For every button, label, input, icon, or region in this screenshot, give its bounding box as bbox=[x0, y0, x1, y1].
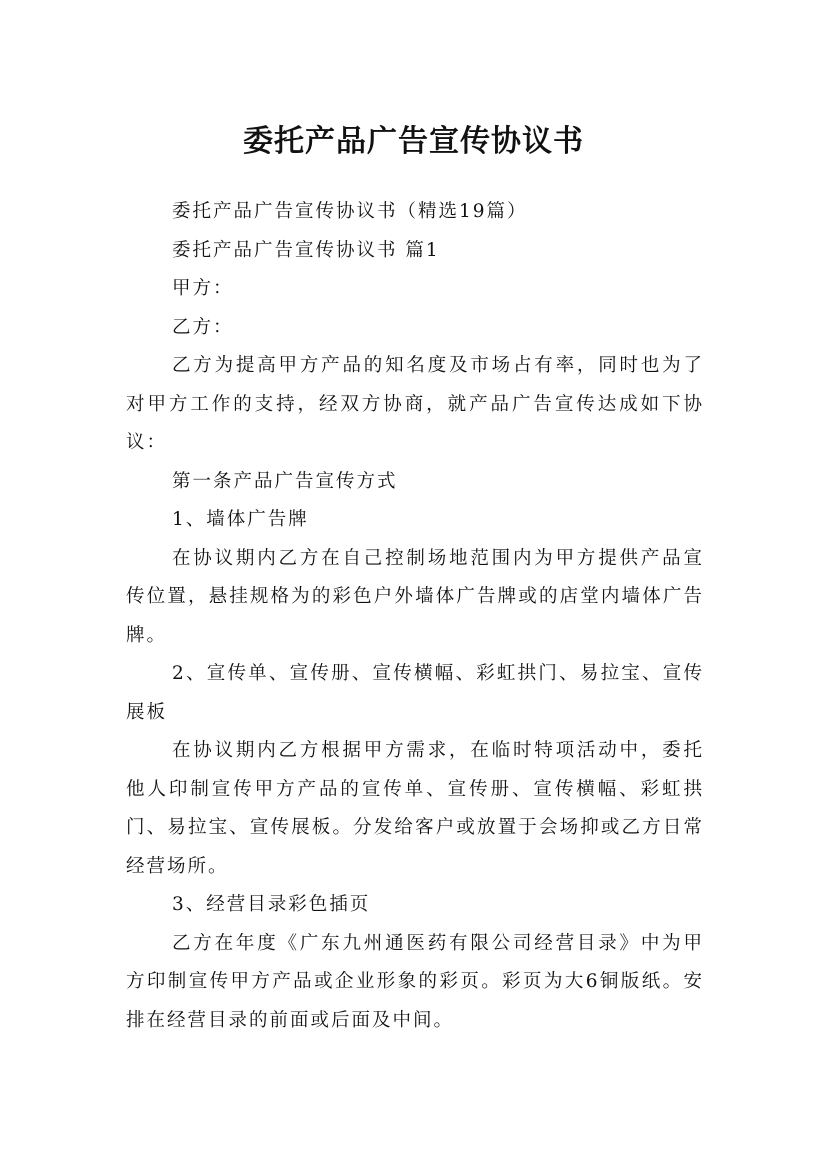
paragraph-party-b: 乙方： bbox=[172, 316, 234, 338]
paragraph-item-2-body: 在协议期内乙方根据甲方需求，在临时特项活动中，委托他人印制宣传甲方产品的宣传单、宣传册、宣传横幅、彩虹拱门、易拉宝、宣传展板。分发给客户或放置于会场抑或乙方日常经营场所。 bbox=[126, 740, 704, 877]
paragraph-item-3-body: 乙方在年度《广东九州通医药有限公司经营目录》中为甲方印制宣传甲方产品或企业形象的彩页。彩页为大6铜版纸。安排在经营目录的前面或后面及中间。 bbox=[126, 932, 704, 1031]
paragraph-item-2-heading: 2、宣传单、宣传册、宣传横幅、彩虹拱门、易拉宝、宣传展板 bbox=[126, 663, 704, 723]
paragraph-article-1-heading: 第一条产品广告宣传方式 bbox=[172, 470, 398, 492]
paragraph-item-3-heading: 3、经营目录彩色插页 bbox=[172, 894, 371, 915]
paragraph-party-a: 甲方： bbox=[172, 278, 234, 299]
document-body bbox=[126, 193, 704, 1040]
paragraph-preamble: 乙方为提高甲方产品的知名度及市场占有率，同时也为了对甲方工作的支持，经双方协商，就产品广告宣传达成如下协议： bbox=[126, 355, 704, 453]
document-title: 委托产品广告宣传协议书 bbox=[243, 124, 584, 160]
paragraph-section-heading: 委托产品广告宣传协议书 篇1 bbox=[172, 239, 440, 261]
paragraph-subtitle: 委托产品广告宣传协议书（精选19篇） bbox=[172, 201, 528, 222]
paragraph-item-1-heading: 1、墙体广告牌 bbox=[172, 509, 309, 530]
paragraph-item-1-body: 在协议期内乙方在自己控制场地范围内为甲方提供产品宣传位置，悬挂规格为的彩色户外墙体广告牌或的店堂内墙体广告牌。 bbox=[126, 547, 704, 646]
